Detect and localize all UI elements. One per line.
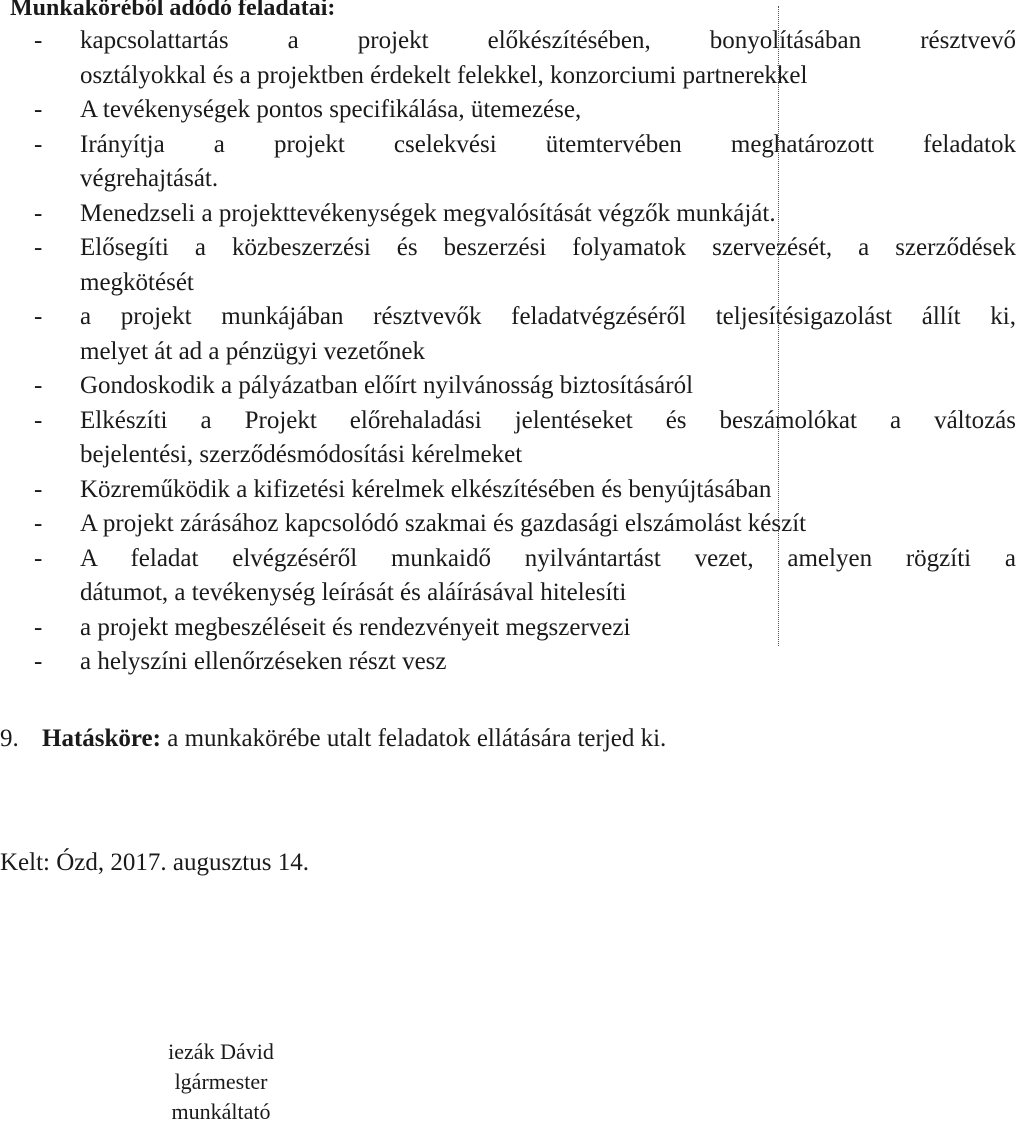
- task-line: bejelentési, szerződésmódosítási kérelmeket: [80, 441, 523, 468]
- task-line: osztályokkal és a projektben érdekelt felekkel, konzorciumi partnerekkel: [80, 61, 808, 89]
- task-line: a projekt megbeszéléseit és rendezvényeit megszervezi: [80, 613, 631, 641]
- task-line: kapcsolattartás a projekt előkészítésében, bonyolításában résztvevő: [80, 27, 1016, 54]
- task-line: Elősegíti a közbeszerzési és beszerzési folyamatok szervezését, a szerződések: [80, 234, 1016, 261]
- section-body: a munkakörébe utalt feladatok ellátására terjed ki.: [160, 725, 667, 752]
- task-line: a projekt munkájában résztvevők feladatvégzéséről teljesítésigazolást állít ki,: [80, 303, 1016, 330]
- date-line: Kelt: Ózd, 2017. augusztus 14.: [0, 849, 309, 876]
- task-line: megkötését: [80, 268, 194, 296]
- list-bullet: -: [34, 510, 43, 537]
- list-bullet: -: [34, 372, 43, 399]
- list-bullet: -: [34, 234, 43, 261]
- signature-block: [116, 1037, 326, 1127]
- task-line: dátumot, a tevékenység leírását és aláírásával hitelesíti: [80, 579, 627, 606]
- list-bullet: -: [34, 199, 43, 227]
- signatory-role: munkáltató: [171, 1099, 271, 1124]
- task-line: Közreműködik a kifizetési kérelmek elkészítésében és benyújtásában: [80, 475, 772, 503]
- section-number: 9.: [0, 725, 19, 752]
- list-bullet: -: [34, 96, 43, 123]
- scan-guide-line: [778, 6, 779, 646]
- section-text: [42, 722, 666, 756]
- signatory-name: iezák Dávid: [168, 1039, 274, 1064]
- task-line: A feladat elvégzéséről munkaidő nyilvántartást vezet, amelyen rögzíti a: [80, 544, 1016, 572]
- task-line: Irányítja a projekt cselekvési ütemtervében meghatározott feladatok: [80, 130, 1016, 158]
- list-bullet: -: [34, 130, 43, 158]
- section-label: Hatásköre:: [42, 725, 161, 752]
- task-line: melyet át ad a pénzügyi vezetőnek: [80, 337, 425, 365]
- task-line: Gondoskodik a pályázatban előírt nyilvánosság biztosításáról: [80, 372, 694, 399]
- section-heading: Munkaköréből adódó feladatai:: [10, 0, 336, 21]
- task-line: végrehajtását.: [80, 165, 219, 192]
- list-bullet: -: [34, 303, 43, 330]
- list-bullet: -: [34, 475, 43, 503]
- list-bullet: -: [34, 27, 43, 54]
- list-bullet: -: [34, 648, 43, 675]
- signatory-title: lgármester: [174, 1069, 268, 1094]
- task-line: Menedzseli a projekttevékenységek megvalósítását végzők munkáját.: [80, 199, 776, 227]
- list-bullet: -: [34, 544, 43, 572]
- list-bullet: -: [34, 613, 43, 641]
- task-line: A tevékenységek pontos specifikálása, ütemezése,: [80, 96, 582, 123]
- list-bullet: -: [34, 406, 43, 434]
- task-line: a helyszíni ellenőrzéseken részt vesz: [80, 648, 447, 675]
- task-line: Elkészíti a Projekt előrehaladási jelentéseket és beszámolókat a változás: [80, 406, 1016, 434]
- task-line: A projekt zárásához kapcsolódó szakmai és gazdasági elszámolást készít: [80, 510, 807, 537]
